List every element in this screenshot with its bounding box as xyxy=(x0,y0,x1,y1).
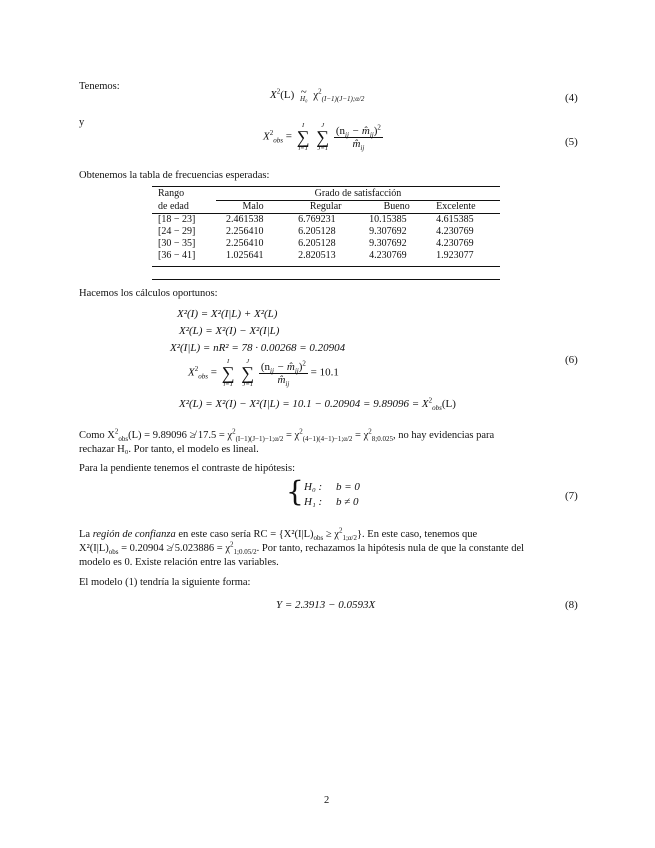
equation-number-6: (6) xyxy=(565,354,578,366)
col-regular: Regular xyxy=(290,201,361,214)
equation-number-4: (4) xyxy=(565,92,578,104)
intro-tenemos: Tenemos: xyxy=(79,81,120,92)
equation-8: Y = 2.3913 − 0.0593X xyxy=(276,599,376,611)
region-paragraph: La región de confianza en este caso sería RC = $\{X^2(I|L)_{obs} \ge \chi^2_{1;\alpha/2}\}$. En este caso, tenemos que xyxy=(79,526,478,543)
frequency-table xyxy=(152,186,500,280)
equation-6-line-2: X²(L) = X²(I) − X²(I|L) xyxy=(179,325,280,337)
equation-5: $X^2_{obs}$ = I ∑ i=1 J ∑ J=1 $\frac{(n_{ij} - m̂_{ij})^2}{m̂_{ij}}$ xyxy=(263,122,381,152)
equation-4: $X^2(L)$ ~ H₀ $\chi^2_{(I-1)(J-1);\alpha/2}$ xyxy=(270,86,365,104)
equation-number-7: (7) xyxy=(565,490,578,502)
region-paragraph-line-3: modelo es 0. Existe relación entre las variables. xyxy=(79,557,279,568)
col-malo: Malo xyxy=(216,201,290,214)
equation-6-line-3: X²(I|L) = nR² = 78 · 0.00268 = 0.20904 xyxy=(170,342,346,354)
modelo-intro: El modelo (1) tendría la siguiente forma: xyxy=(79,577,251,588)
region-paragraph-line-2: $X^2(I|L)_{obs} = 0.20904$ ≱ $5.023886 = \chi^2_{1;0.05/2}$. Por tanto, rechazamos la hipótesis nula de que la constante del xyxy=(79,540,525,557)
col-bueno: Bueno xyxy=(361,201,432,214)
table-row: [24 − 29] 2.256410 6.205128 9.307692 4.230769 xyxy=(158,226,474,237)
freq-intro: Obtenemos la tabla de frecuencias esperadas: xyxy=(79,170,270,181)
table-row: [36 − 41] 1.025641 2.820513 4.230769 1.923077 xyxy=(158,250,474,261)
calc-intro: Hacemos los cálculos oportunos: xyxy=(79,288,218,299)
como-paragraph: Como $X^2_{obs}(L) = 9.89096$ ≱ $17.5 = \chi^2_{(I-1)(J-1)-1;\alpha/2} = \chi^2_{(4-1)(4-1)-1;\alpha/2} = \chi^2_{8;0.025}$, no hay evidencias para xyxy=(79,427,495,444)
col-excelente: Excelente xyxy=(432,201,500,214)
equation-6-line-5: $X^2(L) = X^2(I) - X^2(I|L) = 10.1 - 0.20904 = 9.89096 = X^2_{obs}(L)$ xyxy=(179,396,456,413)
header-edad: de edad xyxy=(158,200,189,212)
table-row: [30 − 35] 2.256410 6.205128 9.307692 4.230769 xyxy=(158,238,474,249)
equation-number-5: (5) xyxy=(565,136,578,148)
page-number: 2 xyxy=(324,795,330,806)
header-grado: Grado de satisfacción xyxy=(314,188,402,199)
equation-number-8: (8) xyxy=(565,599,578,611)
equation-6-line-4: $X^2_{obs}$ = I ∑ i=1 J ∑ J=1 $\frac{(n_{ij} - m̂_{ij})^2}{m̂_{ij}}$ = 10.1 xyxy=(188,358,339,388)
header-rango: Rango xyxy=(158,188,185,200)
como-paragraph-line-2: rechazar H₀. Por tanto, el modelo es lineal. xyxy=(79,444,259,455)
equation-6-line-1: X²(I) = X²(I|L) + X²(L) xyxy=(177,308,278,320)
table-row: [18 − 23] 2.461538 6.769231 10.15385 4.615385 xyxy=(158,214,474,225)
conjunction-y: y xyxy=(79,117,85,128)
pendiente-intro: Para la pendiente tenemos el contraste de hipótesis: xyxy=(79,463,296,474)
